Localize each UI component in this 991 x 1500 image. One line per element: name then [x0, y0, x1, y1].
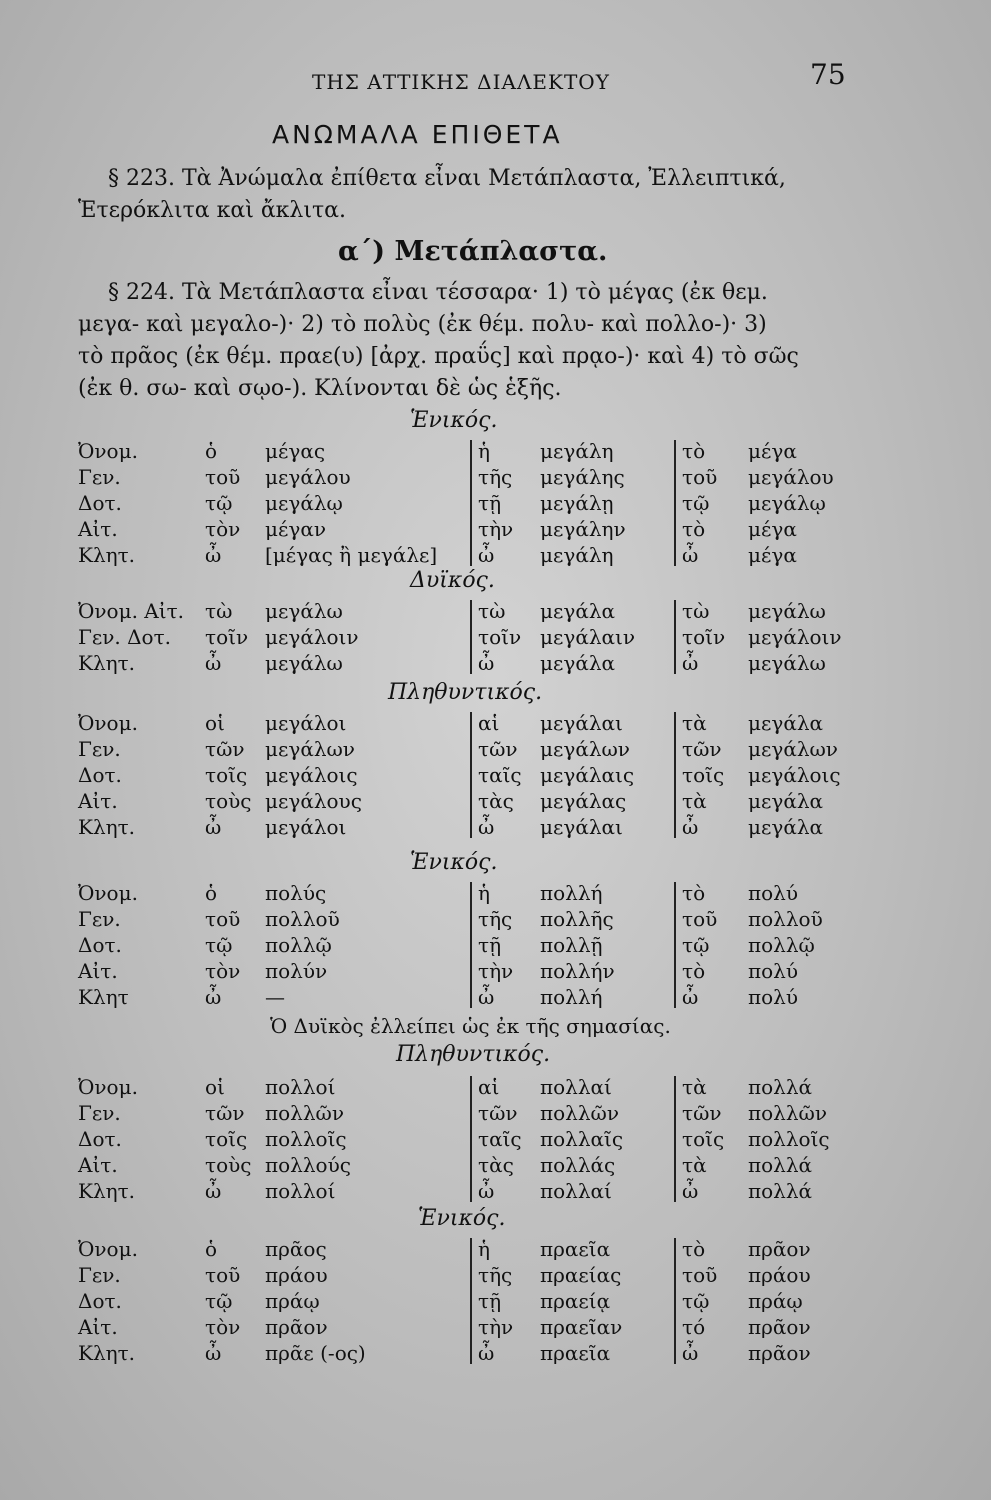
neut-article: τῶν — [682, 1101, 722, 1125]
declension-row — [78, 710, 878, 736]
masc-article: ὁ — [205, 1237, 218, 1261]
neut-form: πολλοῖς — [748, 1127, 830, 1151]
masc-form: μεγάλῳ — [265, 491, 343, 515]
column-rule — [674, 712, 676, 838]
fem-form: πολλή — [540, 985, 603, 1009]
column-rule — [470, 1238, 472, 1364]
neut-form: πρᾶον — [748, 1341, 811, 1365]
fem-form: πολλῇ — [540, 933, 603, 957]
neut-form: πολλῷ — [748, 933, 815, 957]
neut-article: ὦ — [682, 1179, 699, 1203]
neut-article: τό — [682, 1315, 706, 1339]
neut-article: τὸ — [682, 959, 706, 983]
declension-row — [78, 932, 878, 958]
neut-form: πολλοῦ — [748, 907, 823, 931]
fem-form: πολλῆς — [540, 907, 614, 931]
masc-article: ὦ — [205, 1179, 222, 1203]
column-rule — [470, 600, 472, 674]
column-rule — [470, 440, 472, 566]
neut-article: τοῦ — [682, 1263, 718, 1287]
column-rule — [470, 882, 472, 1008]
case-label: Ὀνομ. — [78, 439, 138, 463]
neut-form: μεγάλου — [748, 465, 834, 489]
neut-form: πράῳ — [748, 1289, 803, 1313]
fem-article: τὰς — [478, 1153, 514, 1177]
fem-article: ὦ — [478, 543, 495, 567]
declension-row — [78, 984, 878, 1010]
neut-article: τὸ — [682, 439, 706, 463]
masc-article: ὁ — [205, 881, 218, 905]
masc-form: πολύς — [265, 881, 327, 905]
fem-form: πραείᾳ — [540, 1289, 611, 1313]
neut-form: μέγα — [748, 439, 797, 463]
fem-article: τῇ — [478, 491, 502, 515]
masc-article: ὦ — [205, 543, 222, 567]
fem-article: τῆς — [478, 465, 513, 489]
neut-article: τὸ — [682, 1237, 706, 1261]
declension-row — [78, 1236, 878, 1262]
masc-article: τῶν — [205, 1101, 245, 1125]
fem-article: τῆς — [478, 1263, 513, 1287]
fem-form: μεγάλας — [540, 789, 627, 813]
case-label: Αἰτ. — [78, 1315, 118, 1339]
masc-form: — — [265, 985, 285, 1009]
neut-form: πολύ — [748, 881, 799, 905]
case-label: Γεν. — [78, 737, 121, 761]
masc-article: τῷ — [205, 933, 233, 957]
fem-form: πολλαί — [540, 1179, 612, 1203]
masc-form: μεγάλοι — [265, 711, 347, 735]
fem-article: αἱ — [478, 711, 500, 735]
masc-form: πολλῶν — [265, 1101, 345, 1125]
fem-article: τοῖν — [478, 625, 522, 649]
declension-row — [78, 1314, 878, 1340]
subsection-title: α΄) Μετάπλαστα. — [338, 236, 608, 267]
neut-form: πολύ — [748, 985, 799, 1009]
fem-form: πολλάς — [540, 1153, 616, 1177]
fem-form: μεγάλων — [540, 737, 630, 761]
case-label: Κλητ. — [78, 1341, 136, 1365]
declension-row — [78, 788, 878, 814]
paragraph-224-line: § 224. Τὰ Μετάπλαστα εἶναι τέσσαρα· 1) τὸ μέγας (ἐκ θεμ. — [108, 280, 768, 305]
polys-dual-note: Ὁ Δυϊκὸς ἐλλείπει ὡς ἐκ τῆς σημασίας. — [270, 1014, 671, 1038]
neut-article: τὼ — [682, 599, 710, 623]
case-label: Δοτ. — [78, 491, 122, 515]
declension-row — [78, 464, 878, 490]
masc-article: τοὺς — [205, 789, 252, 813]
neut-form: μεγάλω — [748, 599, 826, 623]
declension-row — [78, 490, 878, 516]
declension-row — [78, 1126, 878, 1152]
masc-article: τοῖς — [205, 1127, 248, 1151]
masc-form: πολλοί — [265, 1075, 336, 1099]
masc-form: πολλοί — [265, 1179, 336, 1203]
fem-article: τὼ — [478, 599, 506, 623]
neut-article: τῶν — [682, 737, 722, 761]
declension-row — [78, 1074, 878, 1100]
declension-row — [78, 880, 878, 906]
neut-article: τὰ — [682, 1075, 707, 1099]
declension-row — [78, 736, 878, 762]
declension-row — [78, 814, 878, 840]
fem-form: μεγάλα — [540, 651, 615, 675]
masc-article: ὦ — [205, 815, 222, 839]
case-label: Ὀνομ. — [78, 1237, 138, 1261]
page-number: 75 — [810, 58, 846, 91]
neut-form: μέγα — [748, 517, 797, 541]
fem-form: μεγάλα — [540, 599, 615, 623]
masc-article: τοῦ — [205, 907, 241, 931]
masc-form: μεγάλω — [265, 599, 343, 623]
fem-article: ὦ — [478, 1341, 495, 1365]
masc-form: πρᾶον — [265, 1315, 328, 1339]
neut-form: μεγάλοις — [748, 763, 841, 787]
case-label: Αἰτ. — [78, 959, 118, 983]
masc-form: πρᾶος — [265, 1237, 327, 1261]
case-label: Αἰτ. — [78, 517, 118, 541]
column-rule — [674, 1238, 676, 1364]
masc-article: τοῦ — [205, 465, 241, 489]
declension-row — [78, 650, 878, 676]
case-label: Δοτ. — [78, 1127, 122, 1151]
polys-plural-title: Πληθυντικός. — [396, 1042, 551, 1067]
case-label: Κλητ. — [78, 543, 136, 567]
masc-article: τὸν — [205, 517, 241, 541]
column-rule — [674, 882, 676, 1008]
fem-article: τῶν — [478, 737, 518, 761]
fem-article: ἡ — [478, 1237, 490, 1261]
case-label: Δοτ. — [78, 763, 122, 787]
neut-article: τὰ — [682, 1153, 707, 1177]
fem-article: τῇ — [478, 1289, 502, 1313]
neut-form: μεγάλα — [748, 711, 823, 735]
masc-form: πολλῷ — [265, 933, 332, 957]
fem-form: πραείας — [540, 1263, 622, 1287]
neut-article: τὸ — [682, 881, 706, 905]
declension-row — [78, 438, 878, 464]
masc-article: τοῦ — [205, 1263, 241, 1287]
running-title: ΤΗΣ ΑΤΤΙΚΗΣ ΔΙΑΛΕΚΤΟΥ — [312, 70, 610, 94]
masc-form: μέγας — [265, 439, 326, 463]
neut-form: πρᾶον — [748, 1237, 811, 1261]
declension-row — [78, 1288, 878, 1314]
column-rule — [674, 600, 676, 674]
neut-form: μέγα — [748, 543, 797, 567]
masc-form: μεγάλων — [265, 737, 355, 761]
column-rule — [674, 1076, 676, 1202]
fem-form: μεγάλη — [540, 543, 614, 567]
neut-article: τοῦ — [682, 907, 718, 931]
fem-article: αἱ — [478, 1075, 500, 1099]
section-title: ΑΝΩΜΑΛΑ ΕΠΙΘΕΤΑ — [272, 120, 563, 149]
fem-form: πολλῶν — [540, 1101, 620, 1125]
declension-row — [78, 958, 878, 984]
neut-form: πράου — [748, 1263, 811, 1287]
masc-article: οἱ — [205, 711, 225, 735]
neut-form: μεγάλω — [748, 651, 826, 675]
fem-form: μεγάλης — [540, 465, 625, 489]
case-label: Κλητ — [78, 985, 129, 1009]
fem-article: ταῖς — [478, 763, 522, 787]
case-label: Γεν. — [78, 465, 121, 489]
neut-article: τοῖς — [682, 1127, 725, 1151]
masc-article: τῷ — [205, 1289, 233, 1313]
neut-form: πολλά — [748, 1153, 813, 1177]
praos-singular-title: Ἑνικός. — [418, 1206, 506, 1231]
neut-article: τοῖς — [682, 763, 725, 787]
masc-article: τὸν — [205, 1315, 241, 1339]
case-label: Ὀνομ. — [78, 711, 138, 735]
megas-singular-title: Ἑνικός. — [410, 408, 498, 433]
case-label: Δοτ. — [78, 933, 122, 957]
fem-form: μεγάλῃ — [540, 491, 614, 515]
masc-article: ὦ — [205, 1341, 222, 1365]
paragraph-224-line: (ἐκ θ. σω- καὶ σῳο-). Κλίνονται δὲ ὡς ἑξῆς. — [78, 376, 562, 401]
declension-row — [78, 1340, 878, 1366]
neut-article: ὦ — [682, 1341, 699, 1365]
fem-article: ὦ — [478, 985, 495, 1009]
case-label: Δοτ. — [78, 1289, 122, 1313]
fem-form: μεγάλαιν — [540, 625, 635, 649]
megas-plural-title: Πληθυντικός. — [388, 680, 543, 705]
declension-row — [78, 542, 878, 568]
fem-form: μεγάλαι — [540, 711, 623, 735]
masc-form: [μέγας ἢ μεγάλε] — [265, 543, 438, 567]
masc-form: μεγάλοιν — [265, 625, 359, 649]
case-label: Αἰτ. — [78, 789, 118, 813]
neut-article: ὦ — [682, 985, 699, 1009]
neut-form: πολλά — [748, 1075, 813, 1099]
neut-article: τοῦ — [682, 465, 718, 489]
fem-form: πραεῖαν — [540, 1315, 623, 1339]
fem-form: πολλήν — [540, 959, 615, 983]
case-label: Ὀνομ. Αἰτ. — [78, 599, 185, 623]
neut-article: τοῖν — [682, 625, 726, 649]
paragraph-223-line: § 223. Τὰ Ἀνώμαλα ἐπίθετα εἶναι Μετάπλαστα, Ἐλλειπτικά, — [108, 166, 786, 191]
fem-article: ταῖς — [478, 1127, 522, 1151]
neut-article: τῷ — [682, 491, 710, 515]
masc-article: τοῖν — [205, 625, 249, 649]
masc-article: τὸν — [205, 959, 241, 983]
masc-form: μεγάλω — [265, 651, 343, 675]
fem-form: πραεῖα — [540, 1237, 611, 1261]
fem-article: τῇ — [478, 933, 502, 957]
neut-form: μεγάλα — [748, 815, 823, 839]
neut-form: μεγάλα — [748, 789, 823, 813]
fem-form: μεγάλην — [540, 517, 626, 541]
fem-article: ἡ — [478, 439, 490, 463]
fem-article: τῆς — [478, 907, 513, 931]
fem-article: τὴν — [478, 959, 514, 983]
masc-form: πολλοῦ — [265, 907, 340, 931]
declension-row — [78, 762, 878, 788]
fem-article: ὦ — [478, 651, 495, 675]
case-label: Γεν. — [78, 907, 121, 931]
fem-form: πραεῖα — [540, 1341, 611, 1365]
masc-form: μεγάλους — [265, 789, 362, 813]
column-rule — [470, 712, 472, 838]
neut-article: τὸ — [682, 517, 706, 541]
neut-article: ὦ — [682, 543, 699, 567]
neut-article: ὦ — [682, 815, 699, 839]
masc-article: τῶν — [205, 737, 245, 761]
case-label: Ὀνομ. — [78, 881, 138, 905]
column-rule — [674, 440, 676, 566]
case-label: Γεν. — [78, 1101, 121, 1125]
masc-form: πρᾶε (-ος) — [265, 1341, 366, 1365]
masc-form: μέγαν — [265, 517, 326, 541]
fem-article: ὦ — [478, 815, 495, 839]
masc-form: μεγάλοις — [265, 763, 358, 787]
masc-article: τοὺς — [205, 1153, 252, 1177]
neut-form: μεγάλοιν — [748, 625, 842, 649]
fem-article: τὰς — [478, 789, 514, 813]
declension-row — [78, 906, 878, 932]
declension-row — [78, 516, 878, 542]
neut-form: πολλῶν — [748, 1101, 828, 1125]
case-label: Γεν. — [78, 1263, 121, 1287]
declension-row — [78, 624, 878, 650]
masc-article: ὁ — [205, 439, 218, 463]
neut-article: ὦ — [682, 651, 699, 675]
paragraph-223-line: Ἑτερόκλιτα καὶ ἄκλιτα. — [78, 198, 347, 223]
fem-form: πολλή — [540, 881, 603, 905]
declension-row — [78, 1262, 878, 1288]
masc-form: πράου — [265, 1263, 328, 1287]
masc-form: πράῳ — [265, 1289, 320, 1313]
neut-article: τὰ — [682, 711, 707, 735]
masc-form: μεγάλου — [265, 465, 351, 489]
fem-article: τὴν — [478, 1315, 514, 1339]
masc-article: τὼ — [205, 599, 233, 623]
fem-article: τὴν — [478, 517, 514, 541]
case-label: Κλητ. — [78, 1179, 136, 1203]
fem-form: μεγάλη — [540, 439, 614, 463]
declension-row — [78, 598, 878, 624]
fem-form: πολλαῖς — [540, 1127, 624, 1151]
neut-form: μεγάλων — [748, 737, 838, 761]
masc-form: μεγάλοι — [265, 815, 347, 839]
fem-article: τῶν — [478, 1101, 518, 1125]
neut-article: τῷ — [682, 933, 710, 957]
declension-row — [78, 1100, 878, 1126]
masc-form: πολύν — [265, 959, 328, 983]
polys-singular-title: Ἑνικός. — [410, 850, 498, 875]
neut-article: τῷ — [682, 1289, 710, 1313]
paragraph-224-line: μεγα- καὶ μεγαλο-)· 2) τὸ πολὺς (ἐκ θέμ. πολυ- καὶ πολλο-)· 3) — [78, 312, 767, 337]
neut-form: μεγάλῳ — [748, 491, 826, 515]
column-rule — [470, 1076, 472, 1202]
fem-form: μεγάλαις — [540, 763, 635, 787]
masc-form: πολλοῖς — [265, 1127, 347, 1151]
fem-form: πολλαί — [540, 1075, 612, 1099]
fem-article: ἡ — [478, 881, 490, 905]
megas-dual-title: Δυϊκός. — [410, 568, 495, 593]
neut-form: πολύ — [748, 959, 799, 983]
fem-form: μεγάλαι — [540, 815, 623, 839]
declension-row — [78, 1178, 878, 1204]
fem-article: ὦ — [478, 1179, 495, 1203]
neut-form: πρᾶον — [748, 1315, 811, 1339]
case-label: Κλητ. — [78, 651, 136, 675]
masc-article: ὦ — [205, 985, 222, 1009]
case-label: Αἰτ. — [78, 1153, 118, 1177]
case-label: Κλητ. — [78, 815, 136, 839]
masc-article: οἱ — [205, 1075, 225, 1099]
masc-form: πολλούς — [265, 1153, 351, 1177]
neut-form: πολλά — [748, 1179, 813, 1203]
declension-row — [78, 1152, 878, 1178]
masc-article: ὦ — [205, 651, 222, 675]
masc-article: τῷ — [205, 491, 233, 515]
case-label: Ὀνομ. — [78, 1075, 138, 1099]
case-label: Γεν. Δοτ. — [78, 625, 172, 649]
paragraph-224-line: τὸ πρᾶος (ἐκ θέμ. πραε(υ) [ἀρχ. πραΰς] καὶ πρᾳο-)· καὶ 4) τὸ σῶς — [78, 344, 799, 369]
masc-article: τοῖς — [205, 763, 248, 787]
neut-article: τὰ — [682, 789, 707, 813]
